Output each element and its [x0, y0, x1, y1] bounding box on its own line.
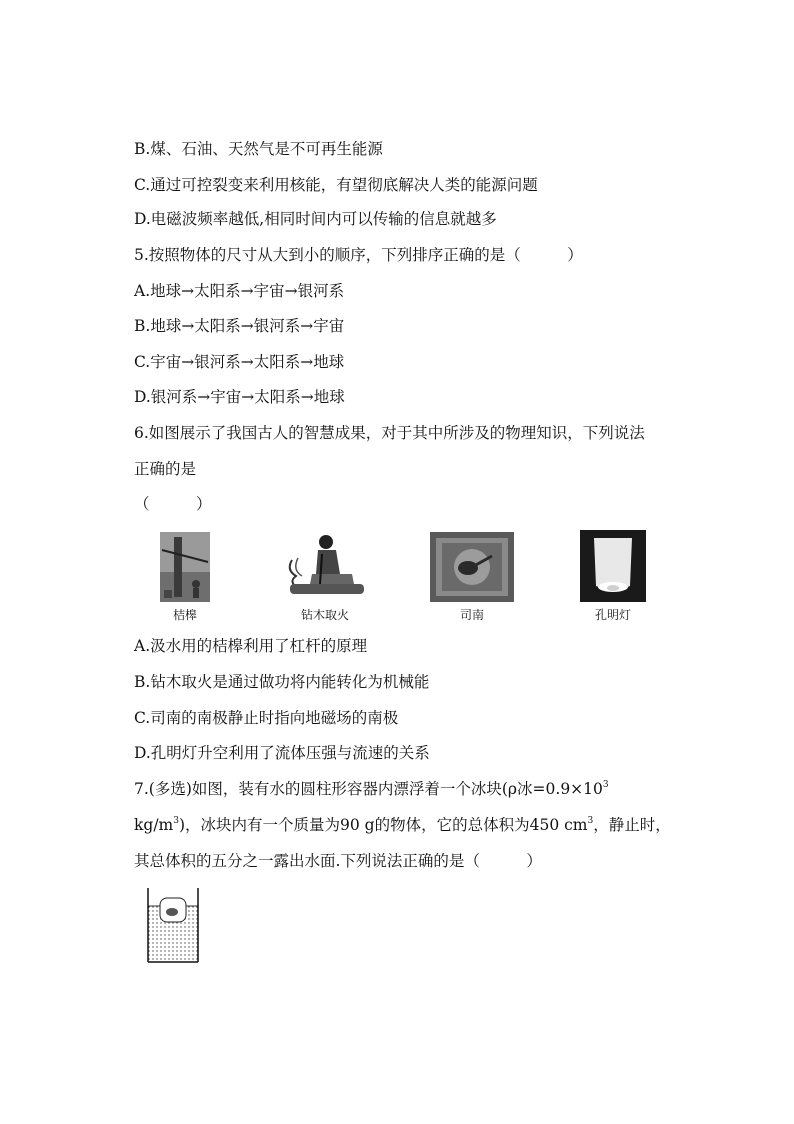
- line-b-option: B.煤、石油、天然气是不可再生能源: [134, 140, 383, 158]
- q5-option-c: C.宇宙→银河系→太阳系→地球: [134, 353, 345, 371]
- question-6-line1: 6.如图展示了我国古人的智慧成果，对于其中所涉及的物理知识，下列说法: [134, 424, 645, 442]
- q6-option-a: A.汲水用的桔槔利用了杠杆的原理: [134, 637, 368, 655]
- question-7-line2: [134, 815, 671, 835]
- q7-text-4: ，静止时，: [593, 816, 671, 834]
- line-c-option: C.通过可控裂变来利用核能，有望彻底解决人类的能源问题: [134, 176, 538, 194]
- question-7-line3: 其总体积的五分之一露出水面.下列说法正确的是（ ）: [134, 852, 542, 870]
- q6-option-b: B.钻木取火是通过做功将内能转化为机械能: [134, 673, 430, 691]
- question-6-blank: （ ）: [134, 495, 212, 513]
- line-d-option: D.电磁波频率越低,相同时间内可以传输的信息就越多: [134, 210, 497, 228]
- exponent: 3: [173, 816, 179, 826]
- container-ice-diagram: [140, 886, 206, 966]
- q5-option-a: A.地球→太阳系→宇宙→银河系: [134, 282, 345, 300]
- q6-option-d: D.孔明灯升空利用了流体压强与流速的关系: [134, 744, 430, 762]
- q7-text-1: 7.(多选)如图，装有水的圆柱形容器内漂浮着一个冰块(ρ冰=0.9×10: [134, 780, 603, 798]
- exponent: 3: [587, 816, 594, 826]
- kongming-lantern-image: [580, 530, 646, 602]
- caption-kongming: 孔明灯: [594, 608, 631, 622]
- caption-sinan: 司南: [459, 608, 484, 622]
- question-7-line1: [134, 779, 609, 799]
- caption-drilling-fire: 钻木取火: [300, 608, 349, 622]
- drilling-fire-image: [282, 530, 368, 602]
- q6-option-c: C.司南的南极静止时指向地磁场的南极: [134, 709, 399, 727]
- q7-text-3: )，冰块内有一个质量为90 g的物体，它的总体积为450 cm: [178, 816, 588, 834]
- exponent: 3: [602, 780, 609, 790]
- q5-option-d: D.银河系→宇宙→太阳系→地球: [134, 388, 345, 406]
- q7-text-2: kg/m: [134, 816, 174, 834]
- q5-option-b: B.地球→太阳系→银河系→宇宙: [134, 317, 345, 335]
- sinan-compass-image: [430, 532, 514, 602]
- question-6-line2: 正确的是: [134, 460, 197, 478]
- jiegao-image: [160, 532, 210, 602]
- caption-jiegao: 桔槔: [172, 608, 197, 622]
- question-5: 5.按照物体的尺寸从大到小的顺序，下列排序正确的是（ ）: [134, 246, 583, 264]
